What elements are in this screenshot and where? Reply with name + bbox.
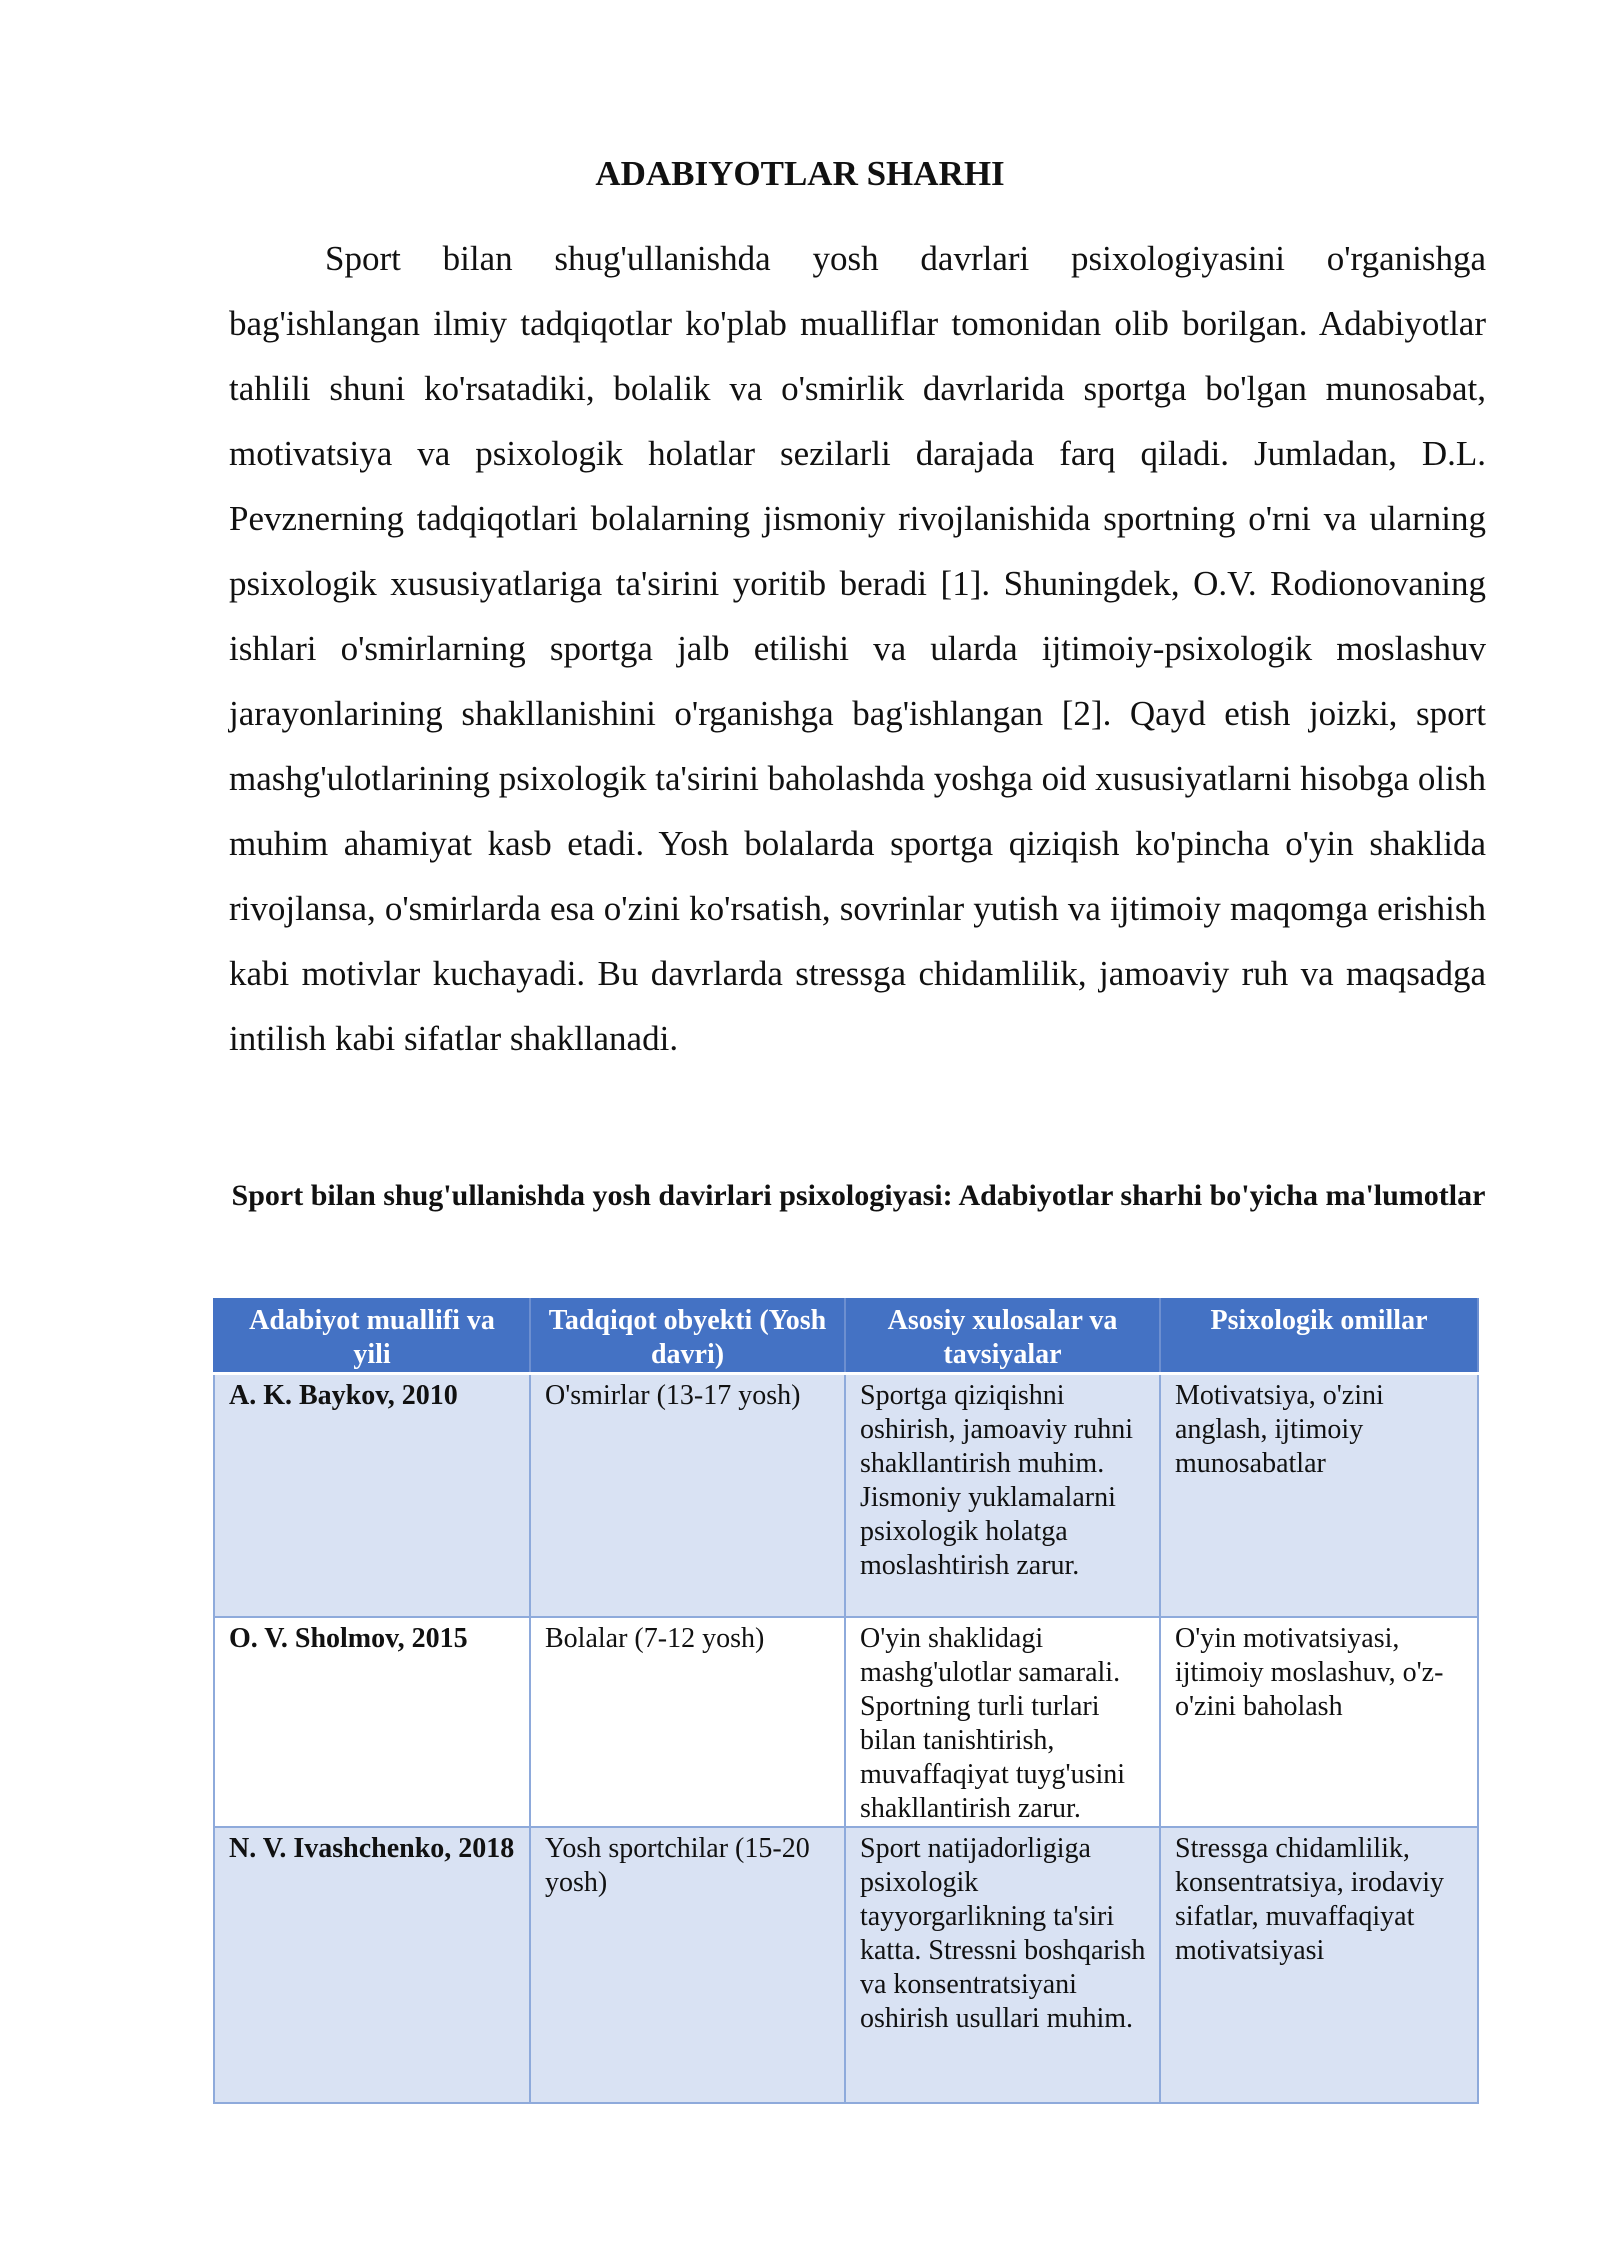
literature-table	[213, 1298, 1479, 2104]
cell-author: O. V. Sholmov, 2015	[214, 1617, 530, 1827]
cell-object: Yosh sportchilar (15-20 yosh)	[530, 1827, 845, 2103]
cell-conclusions: Sport natijadorligiga psixologik tayyorgarlikning ta'siri katta. Stressni boshqarish va konsentratsiyani oshirish usullari muhim.	[845, 1827, 1160, 2103]
table-row	[214, 1617, 1478, 1827]
table-header-row	[214, 1299, 1478, 1374]
cell-factors: Motivatsiya, o'zini anglash, ijtimoiy munosabatlar	[1160, 1374, 1478, 1618]
literature-review-paragraph: Sport bilan shug'ullanishda yosh davrlari psixologiyasini o'rganishga bag'ishlangan ilmiy tadqiqotlar ko'plab mualliflar tomonidan olib borilgan. Adabiyotlar tahlili shuni ko'rsatadiki, bolalik va o'smirlik davrlarida sportga bo'lgan munosabat, motivatsiya va psixologik holatlar sezilarli darajada farq qiladi. Jumladan, D.L. Pevznerning tadqiqotlari bolalarning jismoniy rivojlanishida sportning o'rni va ularning psixologik xususiyatlariga ta'sirini yoritib beradi [1]. Shuningdek, O.V. Rodionovaning ishlari o'smirlarning sportga jalb etilishi va ularda ijtimoiy-psixologik moslashuv jarayonlarining shakllanishini o'rganishga bag'ishlangan [2]. Qayd etish joizki, sport mashg'ulotlarining psixologik ta'sirini baholashda yoshga oid xususiyatlarni hisobga olish muhim ahamiyat kasb etadi. Yosh bolalarda sportga qiziqish ko'pincha o'yin shaklida rivojlansa, o'smirlarda esa o'zini ko'rsatish, sovrinlar yutish va ijtimoiy maqomga erishish kabi motivlar kuchayadi. Bu davrlarda stressga chidamlilik, jamoaviy ruh va maqsadga intilish kabi sifatlar shakllanadi.	[229, 239, 1486, 1058]
column-header-object: Tadqiqot obyekti (Yosh davri)	[530, 1299, 845, 1374]
column-header-factors: Psixologik omillar	[1160, 1299, 1478, 1374]
page-title: ADABIYOTLAR SHARHI	[595, 154, 1005, 193]
column-header-author: Adabiyot muallifi va yili	[214, 1299, 530, 1374]
table-caption: Sport bilan shug'ullanishda yosh davirlari psixologiyasi: Adabiyotlar sharhi bo'yicha ma'lumotlar	[231, 1179, 1486, 1212]
cell-conclusions: O'yin shaklidagi mashg'ulotlar samarali. Sportning turli turlari bilan tanishtirish, muvaffaqiyat tuyg'usini shakllantirish zarur.	[845, 1617, 1160, 1827]
table-row	[214, 1374, 1478, 1618]
cell-object: O'smirlar (13-17 yosh)	[530, 1374, 845, 1618]
cell-factors: Stressga chidamlilik, konsentratsiya, irodaviy sifatlar, muvaffaqiyat motivatsiyasi	[1160, 1827, 1478, 2103]
cell-factors: O'yin motivatsiyasi, ijtimoiy moslashuv, o'z-o'zini baholash	[1160, 1617, 1478, 1827]
cell-author: A. K. Baykov, 2010	[214, 1374, 530, 1618]
column-header-conclusions: Asosiy xulosalar va tavsiyalar	[845, 1299, 1160, 1374]
cell-author: N. V. Ivashchenko, 2018	[214, 1827, 530, 2103]
cell-object: Bolalar (7-12 yosh)	[530, 1617, 845, 1827]
table-row	[214, 1827, 1478, 2103]
cell-conclusions: Sportga qiziqishni oshirish, jamoaviy ruhni shakllantirish muhim. Jismoniy yuklamalarni psixologik holatga moslashtirish zarur.	[845, 1374, 1160, 1618]
